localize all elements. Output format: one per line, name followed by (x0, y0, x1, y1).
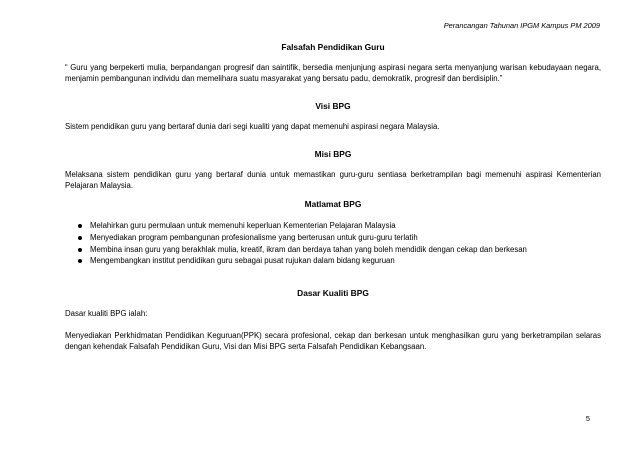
bullet-icon (78, 224, 82, 228)
list-item (65, 255, 601, 267)
bullet-icon (78, 259, 82, 263)
matlamat-heading: Matlamat BPG (304, 199, 362, 209)
dasar-intro: Dasar kualiti BPG ialah: (65, 309, 148, 319)
running-header: Perancangan Tahunan IPGM Kampus PM 2009 (443, 21, 600, 30)
falsafah-heading: Falsafah Pendidikan Guru (281, 42, 385, 52)
visi-heading: Visi BPG (315, 101, 351, 111)
list-item (65, 244, 601, 256)
list-item-text: Mengembangkan institut pendidikan guru sebagai pusat rujukan dalam bidang keguruan (90, 256, 395, 266)
list-item (65, 220, 601, 232)
list-item-text: Membina insan guru yang berakhlak mulia, kreatif, ikram dan berdaya tahan yang boleh mendidik dengan cekap dan berkesan (90, 244, 527, 254)
falsafah-paragraph: “ Guru yang berpekerti mulia, berpandangan progresif dan saintifik, bersedia menjunjung aspirasi negara serta menyanjung warisan kebudayaan negara, menjamin pembangunan individu dan memelihara suatu masyarakat yang bersatu padu, demokratik, progresif dan berdisiplin.” (65, 63, 601, 83)
page-number: 5 (585, 414, 590, 423)
list-item (65, 232, 601, 244)
list-item-text: Menyediakan program pembangunan profesionalisme yang berterusan untuk guru-guru terlatih (90, 232, 418, 242)
document-body (65, 42, 601, 352)
dasar-paragraph: Menyediakan Perkhidmatan Pendidikan Keguruan(PPK) secara profesional, cekap dan berkesan untuk menghasilkan guru yang berketrampilan selaras dengan kehendak Falsafah Pendidikan Guru, Visi dan Misi BPG serta Falsafah Pendidikan Kebangsaan. (65, 331, 601, 352)
matlamat-list (65, 220, 601, 267)
list-item-text: Melahirkan guru permulaan untuk memenuhi keperluan Kementerian Pelajaran Malaysia (90, 221, 396, 230)
bullet-icon (78, 248, 82, 252)
misi-heading: Misi BPG (314, 149, 352, 159)
visi-paragraph: Sistem pendidikan guru yang bertaraf dunia dari segi kualiti yang dapat memenuhi aspirasi negara Malaysia. (65, 122, 440, 131)
bullet-icon (78, 236, 82, 240)
dasar-heading: Dasar Kualiti BPG (297, 288, 369, 299)
misi-paragraph: Melaksana sistem pendidikan guru yang bertaraf dunia untuk memastikan guru-guru sentiasa berketrampilan bagi memenuhi aspirasi Kementerian Pelajaran Malaysia. (65, 170, 601, 190)
